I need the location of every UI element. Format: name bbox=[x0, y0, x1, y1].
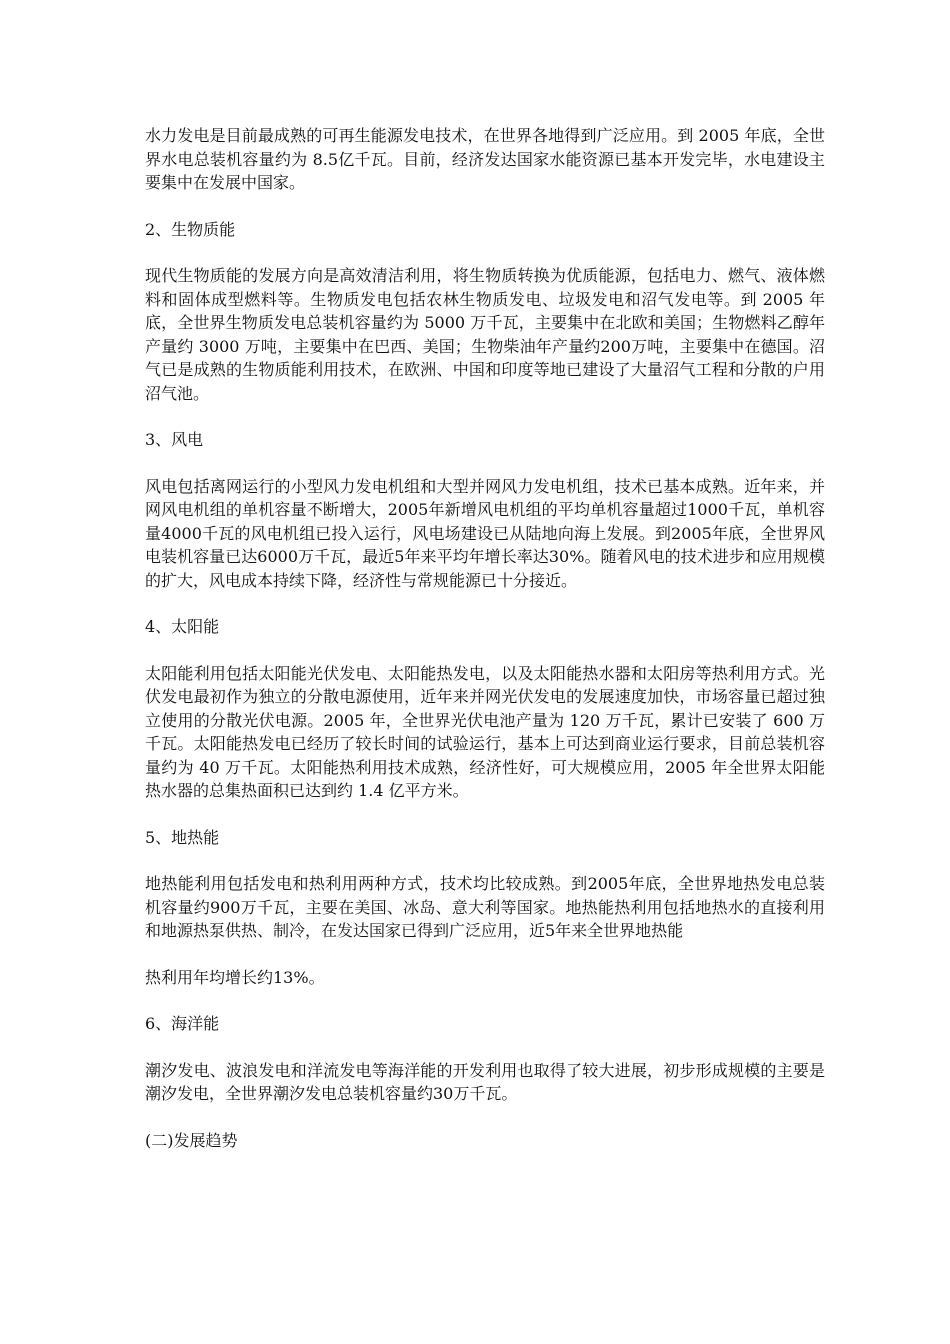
spacer bbox=[145, 989, 825, 1012]
spacer bbox=[145, 452, 825, 475]
paragraph-solar: 太阳能利用包括太阳能光伏发电、太阳能热发电，以及太阳能热水器和太阳房等热利用方式。光伏发电最初作为独立的分散电源使用，近年来并网光伏发电的发展速度加快，市场容量已超过独立使用的分散光伏电源。2005 年，全世界光伏电池产量为 120 万千瓦，累计已安装了 600 万千瓦。太阳能热发电已经历了较长时间的试验运行，基本上可达到商业运行要求，目前总装机容量约为 40 万千瓦。太阳能热利用技术成熟，经济性好，可大规模应用，2005 年全世界太阳能热水器的总集热面积已达到约 1.4 亿平方米。 bbox=[145, 663, 825, 800]
spacer bbox=[145, 1036, 825, 1059]
paragraph-ocean: 潮汐发电、波浪发电和洋流发电等海洋能的开发利用也取得了较大进展，初步形成规模的主要是潮汐发电，全世界潮汐发电总装机容量约30万千瓦。 bbox=[145, 1060, 825, 1103]
paragraph-wind: 风电包括离网运行的小型风力发电机组和大型并网风力发电机组，技术已基本成熟。近年来，并网风电机组的单机容量不断增大，2005年新增风电机组的平均单机容量超过1000千瓦，单机容量4000千瓦的风电机组已投入运行，风电场建设已从陆地向海上发展。到2005年底，全世界风电装机容量已达6000万千瓦，最近5年来平均年增长率达30%。随着风电的技术进步和应用规模的扩大，风电成本持续下降，经济性与常规能源已十分接近。 bbox=[145, 476, 825, 590]
paragraph-hydropower: 水力发电是目前最成熟的可再生能源发电技术，在世界各地得到广泛应用。到 2005 年底，全世界水电总装机容量约为 8.5亿千瓦。目前，经济发达国家水能资源已基本开发完毕，水电建设主要集中在发展中国家。 bbox=[145, 126, 825, 192]
spacer bbox=[145, 639, 825, 662]
spacer bbox=[145, 849, 825, 872]
section-heading-wind: 3、风电 bbox=[145, 430, 204, 449]
section-heading-geothermal: 5、地热能 bbox=[145, 827, 220, 847]
spacer bbox=[145, 803, 825, 826]
paragraph-geothermal: 地热能利用包括发电和热利用两种方式，技术均比较成熟。到2005年底，全世界地热发电总装机容量约900万千瓦，主要在美国、冰岛、意大利等国家。地热能热利用包括地热水的直接利用和地源热泵供热、制冷，在发达国家已得到广泛应用，近5年来全世界地热能 bbox=[145, 874, 825, 940]
document-page bbox=[145, 124, 825, 1152]
section-heading-solar: 4、太阳能 bbox=[145, 617, 220, 636]
section-heading-biomass: 2、生物质能 bbox=[145, 219, 236, 239]
spacer bbox=[145, 943, 825, 966]
spacer bbox=[145, 241, 825, 264]
section-heading-trends: (二)发展趋势 bbox=[145, 1130, 238, 1150]
paragraph-biomass: 现代生物质能的发展方向是高效清洁利用，将生物质转换为优质能源，包括电力、燃气、液体燃料和固体成型燃料等。生物质发电包括农林生物质发电、垃圾发电和沼气发电等。到 2005 年底，全世界生物质发电总装机容量约为 5000 万千瓦，主要集中在北欧和美国；生物燃料乙醇年产量约 3000 万吨，主要集中在巴西、美国；生物柴油年产量约200万吨，主要集中在德国。沼气已是成熟的生物质能利用技术，在欧洲、中国和印度等地已建设了大量沼气工程和分散的户用沼气池。 bbox=[145, 266, 825, 403]
spacer bbox=[145, 405, 825, 428]
spacer bbox=[145, 195, 825, 218]
section-heading-ocean: 6、海洋能 bbox=[145, 1014, 220, 1033]
paragraph-geothermal-continued: 热利用年均增长约13%。 bbox=[145, 967, 325, 987]
spacer bbox=[145, 1106, 825, 1129]
spacer bbox=[145, 592, 825, 615]
